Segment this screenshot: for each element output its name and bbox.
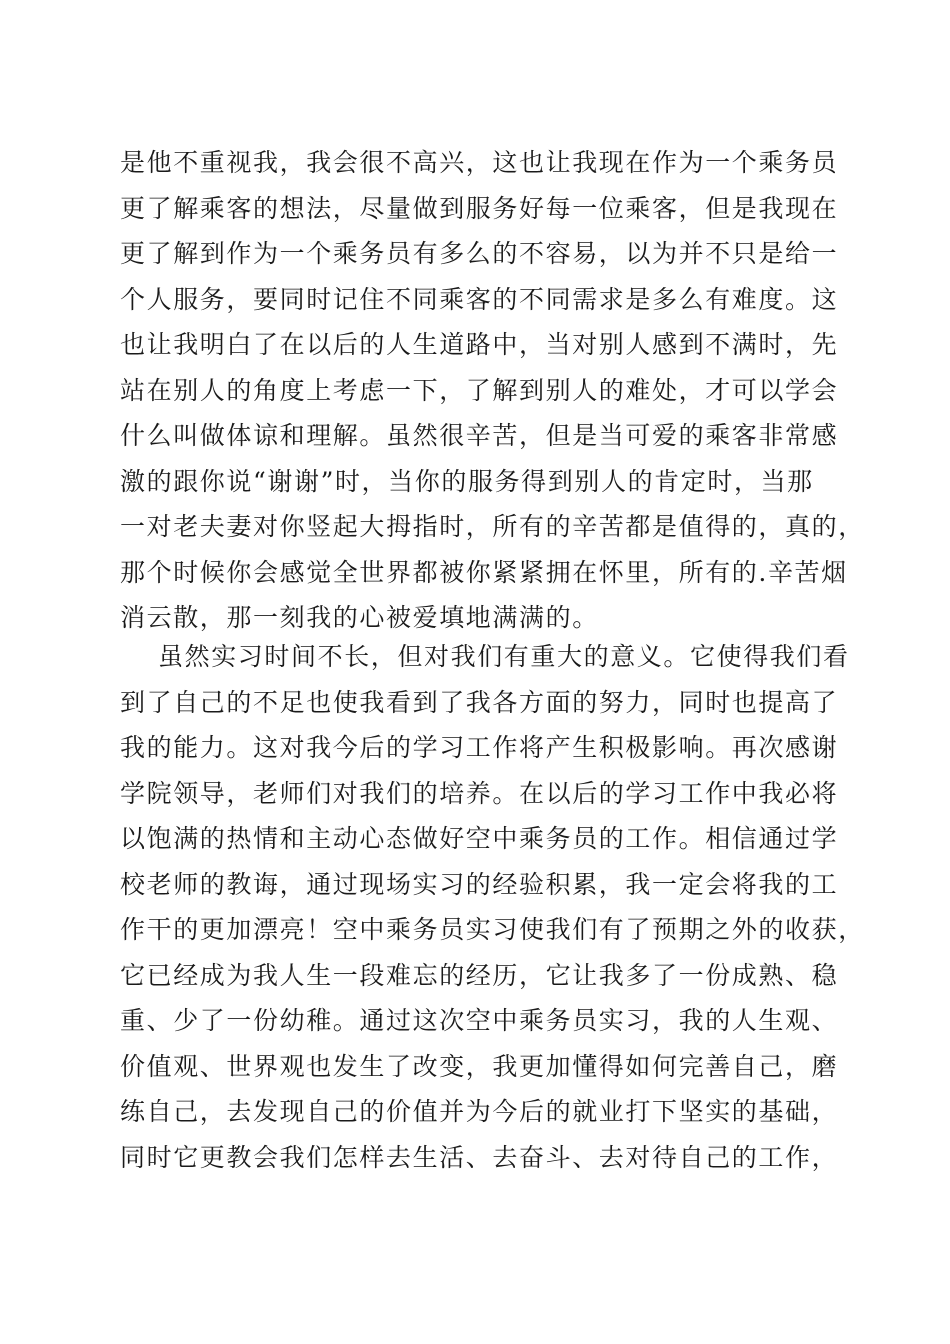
text-line: 重、少了一份幼稚。通过这次空中乘务员实习，我的人生观、 bbox=[120, 1006, 839, 1035]
text-line: 它已经成为我人生一段难忘的经历，它让我多了一份成熟、稳 bbox=[120, 960, 839, 990]
text-line: 站在别人的角度上考虑一下，了解到别人的难处，才可以学会 bbox=[120, 375, 839, 405]
text-line: 虽然实习时间不长，但对我们有重大的意义。它使得我们看 bbox=[158, 642, 850, 671]
text-line: 也让我明白了在以后的人生道路中，当对别人感到不满时，先 bbox=[120, 330, 839, 359]
text-line: 到了自己的不足也使我看到了我各方面的努力，同时也提高了 bbox=[120, 687, 839, 717]
text-line: 消云散，那一刻我的心被爱填地满满的。 bbox=[120, 603, 599, 632]
text-line: 同时它更教会我们怎样去生活、去奋斗、去对待自己的工作， bbox=[120, 1142, 839, 1172]
text-line: 激的跟你说“谢谢”时，当你的服务得到别人的肯定时，当那 bbox=[120, 466, 814, 496]
paragraph-internship-summary bbox=[120, 634, 865, 1180]
text-line: 校老师的教诲，通过现场实习的经验积累，我一定会将我的工 bbox=[120, 869, 839, 899]
text-line: 那个时候你会感觉全世界都被你紧紧拥在怀里，所有的.辛苦烟 bbox=[120, 557, 848, 587]
text-line: 以饱满的热情和主动心态做好空中乘务员的工作。相信通过学 bbox=[120, 824, 839, 853]
text-line: 什么叫做体谅和理解。虽然很辛苦，但是当可爱的乘客非常感 bbox=[120, 421, 839, 450]
text-line: 个人服务，要同时记住不同乘客的不同需求是多么有难度。这 bbox=[120, 284, 839, 314]
text-line: 是他不重视我，我会很不高兴，这也让我现在作为一个乘务员 bbox=[120, 148, 839, 177]
text-line: 更了解到作为一个乘务员有多么的不容易，以为并不只是给一 bbox=[120, 239, 839, 268]
text-line: 一对老夫妻对你竖起大拇指时，所有的辛苦都是值得的，真的， bbox=[120, 512, 865, 541]
text-line: 更了解乘客的想法，尽量做到服务好每一位乘客，但是我现在 bbox=[120, 193, 839, 223]
text-line: 作干的更加漂亮！空中乘务员实习使我们有了预期之外的收获， bbox=[120, 915, 865, 944]
paragraph-continued bbox=[120, 140, 865, 641]
text-line: 学院领导，老师们对我们的培养。在以后的学习工作中我必将 bbox=[120, 778, 839, 808]
text-line: 价值观、世界观也发生了改变，我更加懂得如何完善自己，磨 bbox=[120, 1051, 839, 1081]
text-line: 练自己，去发现自己的价值并为今后的就业打下坚实的基础， bbox=[120, 1097, 839, 1126]
text-line: 我的能力。这对我今后的学习工作将产生积极影响。再次感谢 bbox=[120, 733, 839, 762]
